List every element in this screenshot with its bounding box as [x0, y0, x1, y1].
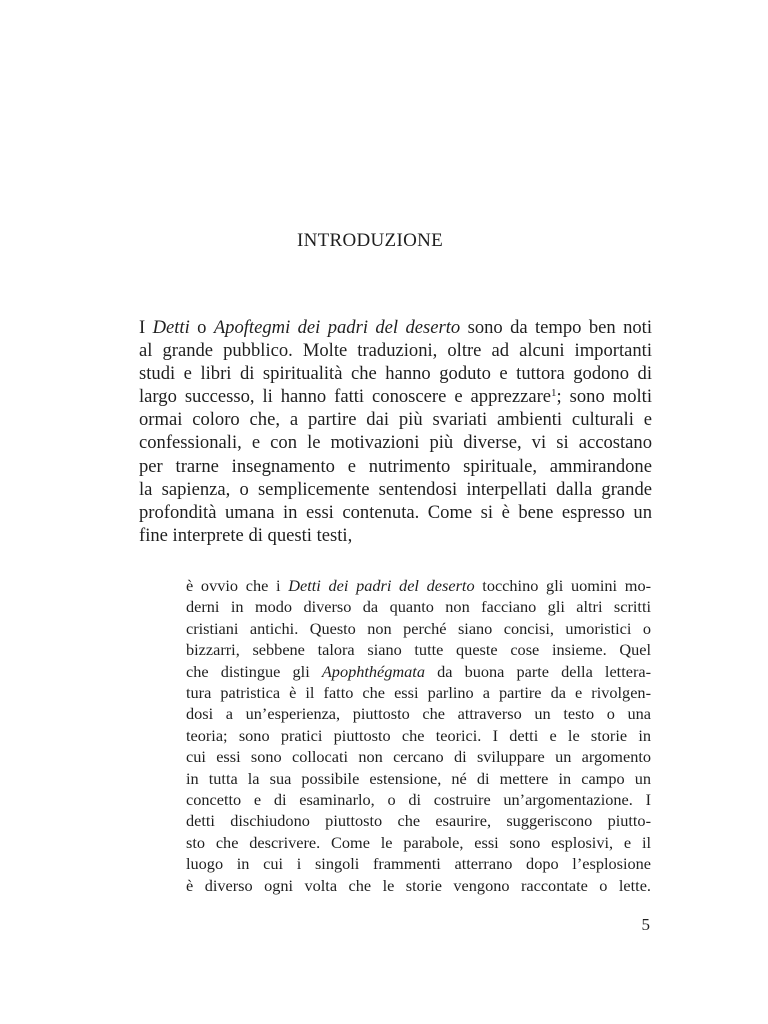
italic-title: Detti — [152, 317, 190, 338]
text-line: largo successo, li hanno fatti conoscere e apprezzare$^1$; sono molti — [139, 386, 652, 408]
quote-line: luogo in cui i singoli frammenti atterrano dopo l’esplosione — [186, 854, 651, 874]
text-line: profondità umana in essi contenuta. Come si è bene espresso un — [139, 501, 652, 523]
text-line: la sapienza, o semplicemente sentendosi interpellati dalla grande — [139, 478, 652, 500]
quote-line: è diverso ogni volta che le storie vengono raccontate o lette. — [186, 875, 651, 895]
quote-line: cui essi sono collocati non cercano di sviluppare un argomento — [186, 747, 651, 767]
quote-line: cristiani antichi. Questo non perché siano concisi, umoristici o — [186, 618, 651, 638]
quote-line: derni in modo diverso da quanto non facciano gli altri scritti — [186, 597, 651, 617]
quote-line: che distingue gli Apophthégmata da buona parte della lettera- — [186, 661, 652, 681]
page-number: 5 — [641, 915, 650, 934]
italic-title: Apoftegmi dei padri del deserto — [213, 317, 461, 338]
quote-line: tura patristica è il fatto che essi parlino a partire da e rivolgen- — [186, 683, 651, 703]
text-line: I Detti o Apoftegmi dei padri del deserto sono da tempo ben noti — [139, 317, 653, 338]
quote-line: è ovvio che i Detti dei padri del deserto tocchino gli uomini mo- — [186, 576, 652, 595]
quote-line: in tutta la sua possibile estensione, né di mettere in campo un — [186, 768, 651, 788]
quote-line: teoria; sono pratici piuttosto che teorici. I detti e le storie in — [186, 725, 651, 745]
footnote-marker[interactable]: 1 — [551, 387, 557, 400]
text-line: ormai coloro che, a partire dai più svariati ambienti culturali e — [139, 409, 652, 431]
quote-line: detti dischiudono piuttosto che esaurire, suggeriscono piutto- — [186, 811, 651, 831]
text-line: fine interprete di questi testi, — [139, 524, 353, 546]
body-paragraph — [117, 316, 652, 547]
quote-line: concetto e di esaminarlo, o di costruire un’argomentazione. I — [186, 790, 651, 810]
chapter-heading: INTRODUZIONE — [296, 230, 444, 251]
text-line: al grande pubblico. Molte traduzioni, oltre ad alcuni importanti — [139, 340, 652, 362]
text-line: confessionali, e con le motivazioni più diverse, vi si accostano — [139, 432, 652, 454]
text-line: per trarne insegnamento e nutrimento spirituale, ammirandone — [139, 455, 652, 477]
italic-term: Apophthégmata — [321, 661, 425, 681]
quote-line: sto che descrivere. Come le parabole, essi sono esplosivi, e il — [186, 832, 651, 852]
quote-line: dosi a un’esperienza, piuttosto che attraverso un testo o una — [186, 704, 651, 724]
text-line: studi e libri di spiritualità che hanno goduto e tuttora godono di — [139, 363, 652, 385]
quote-line: bizzarri, sebbene talora siano tutte queste cose insieme. Quel — [186, 640, 651, 660]
italic-title: Detti dei padri del deserto — [288, 576, 475, 595]
block-quote — [186, 575, 651, 896]
